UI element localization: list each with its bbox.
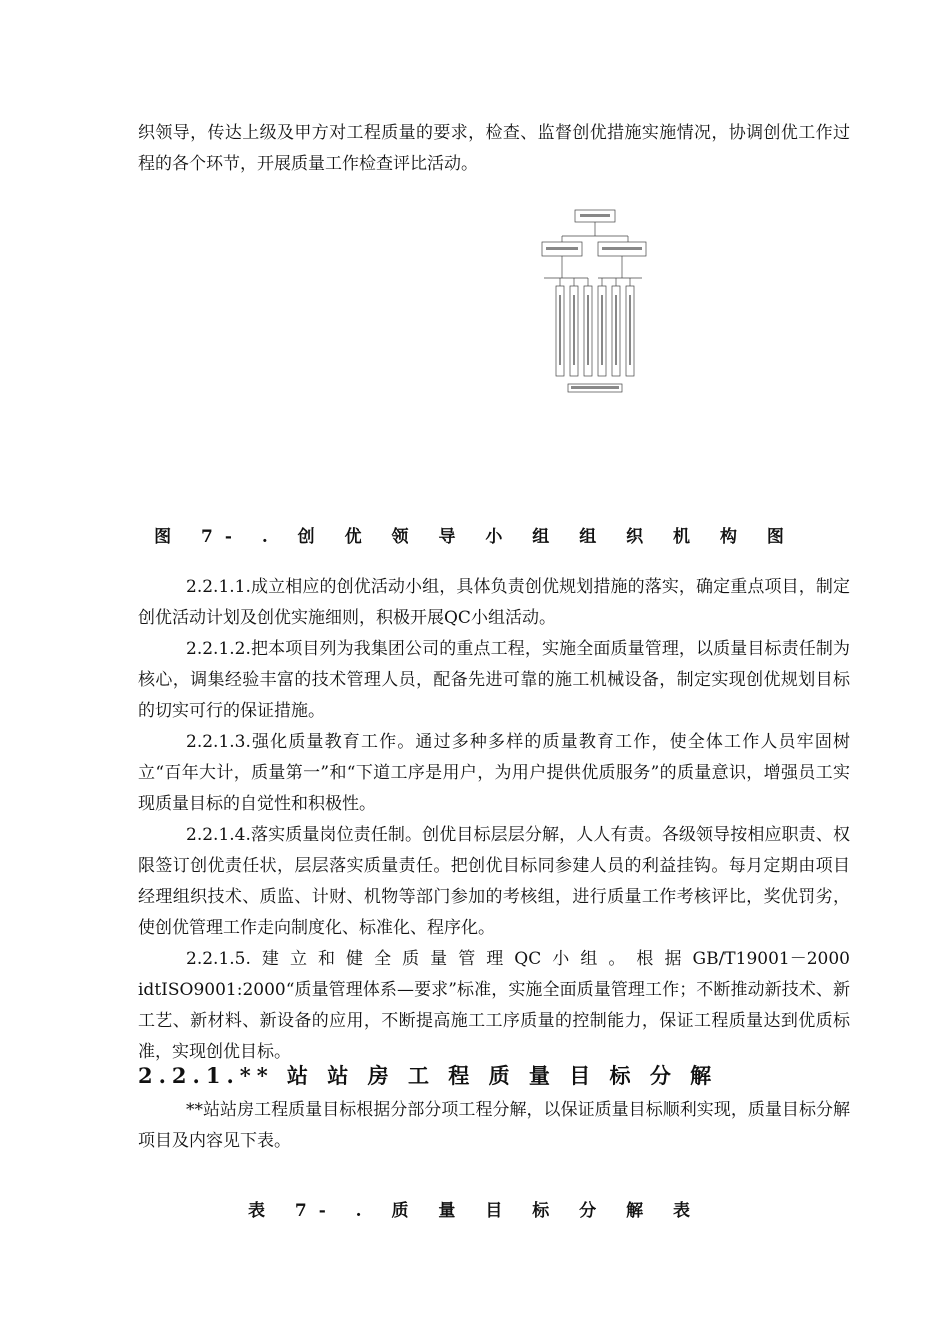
item-paragraph: 2.2.1.1.成立相应的创优活动小组，具体负责创优规划措施的落实，确定重点项目，制定创优活动计划及创优实施细则，积极开展QC小组活动。 <box>138 577 850 628</box>
item-paragraph: 2.2.1.4.落实质量岗位责任制。创优目标层层分解，人人有责。各级领导按相应职责、权限签订创优责任状，层层落实质量责任。把创优目标同参建人员的利益挂钩。每月定期由项目经理组织技术、质监、计财、机物等部门参加的考核组，进行质量工作考核评比，奖优罚劣，使创优管理工作走向制度化、标准化、程序化。 <box>138 825 850 938</box>
item-paragraph: 2.2.1.2.把本项目列为我集团公司的重点工程，实施全面质量管理，以质量目标责任制为核心，调集经验丰富的技术管理人员，配备先进可靠的施工机械设备，制定实现创优规划目标的切实可行的保证措施。 <box>138 639 850 721</box>
section-paragraph: **站站房工程质量目标根据分部分项工程分解，以保证质量目标顺利实现，质量目标分解项目及内容见下表。 <box>138 1100 850 1151</box>
org-chart <box>540 200 660 400</box>
item-paragraph: 2.2.1.3.强化质量教育工作。通过多种多样的质量教育工作，使全体工作人员牢固树立“百年大计，质量第一”和“下道工序是用户，为用户提供优质服务”的质量意识，增强员工实现质量目标的自觉性和积极性。 <box>138 732 850 814</box>
section-heading: 2.2.1.** 站 站 房 工 程 质 量 目 标 分 解 <box>138 1063 718 1088</box>
figure-caption: 图 7- . 创 优 领 导 小 组 组 织 机 构 图 <box>154 527 796 547</box>
intro-paragraph: 织领导，传达上级及甲方对工程质量的要求，检查、监督创优措施实施情况，协调创优工作过程的各个环节，开展质量工作检查评比活动。 <box>138 123 850 174</box>
org-chart-diagram <box>540 200 660 400</box>
table-caption: 表 7- . 质 量 目 标 分 解 表 <box>247 1201 703 1221</box>
item-paragraph: 2.2.1.5.建立和健全质量管理QC小组。根据GB/T19001－2000 idtISO9001:2000“质量管理体系—要求”标准，实施全面质量管理工作；不断推动新技术、新工艺、新材料、新设备的应用，不断提高施工工序质量的控制能力，保证工程质量达到优质标准，实现创优目标。 <box>138 949 850 1062</box>
